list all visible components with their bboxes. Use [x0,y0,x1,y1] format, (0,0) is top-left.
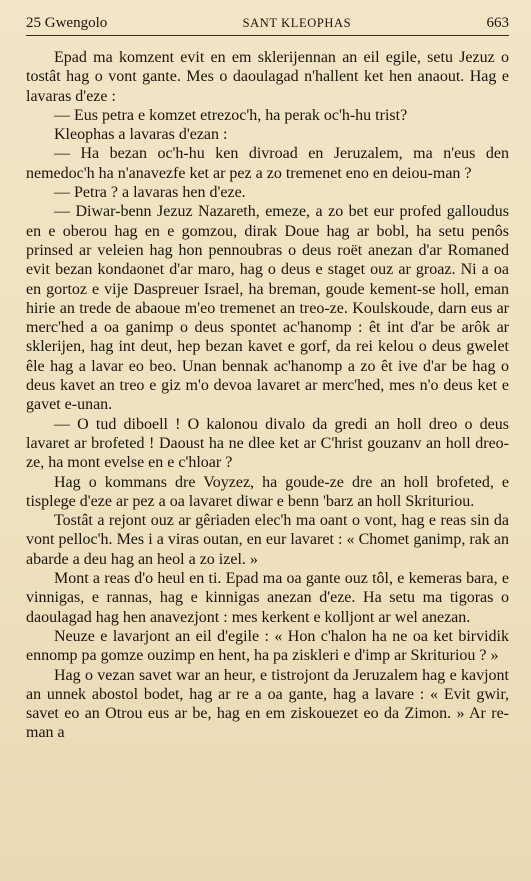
paragraph: — Ha bezan oc'h-hu ken divroad en Jeruzalem, ma n'eus den nemedoc'h ha n'anavezfe ket ar pez a zo tremenet eno en deiou-man ? [26,145,509,182]
header-date: 25 Gwengolo [26,15,108,31]
paragraph: Kleophas a lavaras d'ezan : [54,126,228,144]
paragraph: Hag o kommans dre Voyzez, ha goude-ze dre an holl brofeted, e tisplege d'eze ar pez a oa lavaret diwar e benn 'barz an holl Skrituriou. [26,473,509,510]
running-header [26,14,509,36]
paragraph: Mont a reas d'o heul en ti. Epad ma oa gante ouz tôl, e kemeras bara, e vinnigas, e rannas, hag e kinnigas anezan d'eze. Ha setu ma tigoras o daoulagad hag hen anavezjont : mes kerkent e kolljont ar wel anezan. [26,570,509,626]
paragraph: — Eus petra e komzet etrezoc'h, ha perak oc'h-hu trist? [54,106,408,124]
header-title: SANT KLEOPHAS [242,16,352,30]
paragraph: Tostât a rejont ouz ar gêriaden elec'h ma oant o vont, hag e reas sin da vont pelloc'h. Mes i a viras outan, en eur lavaret : « Chomet ganimp, rak an abarde a deu hag an heol a zo izel. » [26,512,509,568]
paragraph: — O tud diboell ! O kalonou divalo da gredi an holl dreo o deus lavaret ar brofeted ! Daoust ha ne dlee ket ar C'hrist gouzanv an holl dreo-ze, ha mont evelse en e c'hloar ? [26,415,509,472]
paragraph: Neuze e lavarjont an eil d'egile : « Hon c'halon ha ne oa ket birvidik ennomp pa gomze ouzimp en hent, ha pa ziskleri e d'imp ar Skrituriou ? » [26,627,509,665]
paragraph: — Diwar-benn Jezuz Nazareth, emeze, a zo bet eur profed galloudus en e oberou hag en e gomzou, dirak Doue hag ar bobl, ha setu penôs prinsed ar veleien hag hon pennoubras o deus roët anezan d'ar Romaned evit bezan kondaonet d'ar maro, hag o deus e staget ouz ar groaz. Ni a oa en gortoz e vije Daspreuer Israel, ha breman, goude kement-se holl, eman hirie an trede de abaoue m'eo tremenet an treo-ze. Koulskoude, darn eus ar merc'hed a oa ganimp o deus spontet ac'hanomp : êt int d'ar be arôk ar sklerijen, hag int deut, hep bezan kavet e gorf, da rei kelou o deus gwelet êle hag a lavar eo beo. Unan bennak ac'hanomp a zo êt ive d'ar be hag o deus kavet an treo e giz m'o devoa lavaret ar merc'hed, mes n'o deus ket e gavet e-unan. [26,203,509,414]
paragraph: Hag o vezan savet war an heur, e tistrojont da Jeruzalem hag e kavjont an unnek abostol bodet, hag ar re a oa gante, hag a lavare : « Evit gwir, savet eo an Otrou eus ar be, hag en em ziskouezet eo da Zimon. » Ar re-man a [26,666,509,742]
page-number: 663 [486,15,509,31]
page-body [26,48,509,743]
paragraph: Epad ma komzent evit en em sklerijennan an eil egile, setu Jezuz o tostât hag o vont gante. Mes o daoulagad n'hallent ket hen anaout. Hag e lavaras d'eze : [26,49,509,105]
paragraph: — Petra ? a lavaras hen d'eze. [54,184,246,202]
